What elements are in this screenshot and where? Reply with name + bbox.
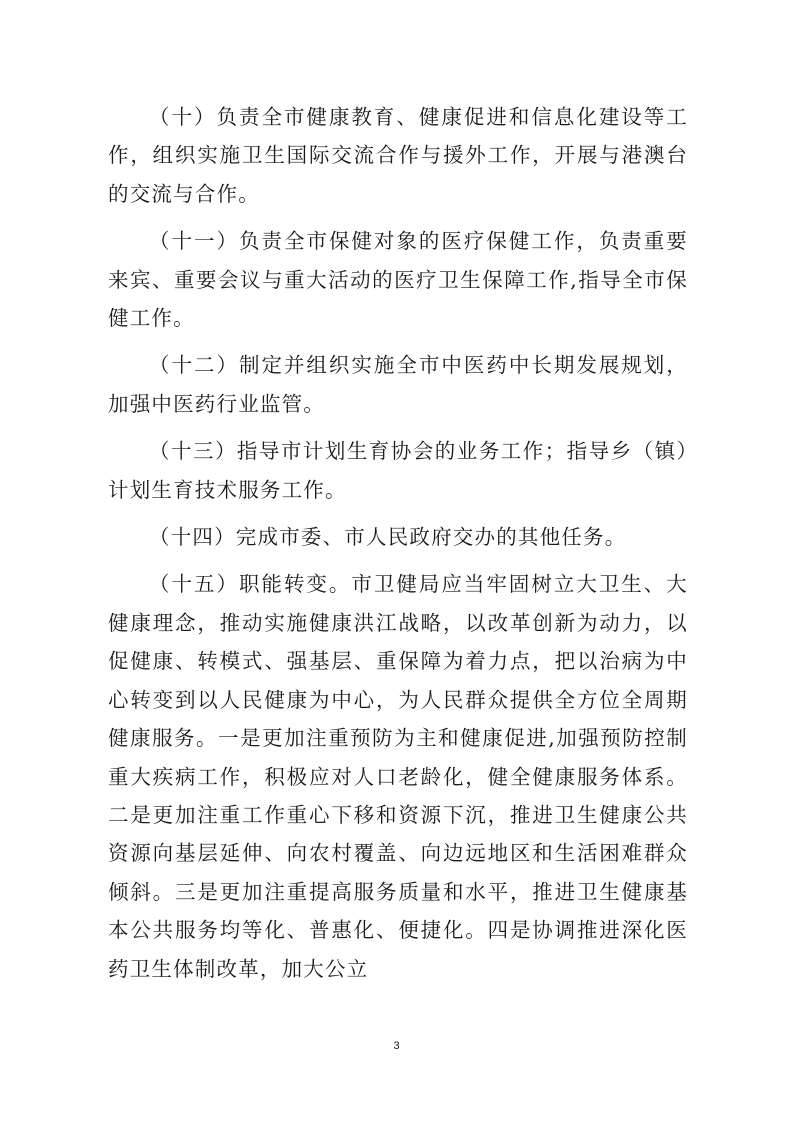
paragraph-item-12: （十二）制定并组织实施全市中医药中长期发展规划，加强中医药行业监管。 xyxy=(108,353,688,416)
paragraph-item-10: （十）负责全市健康教育、健康促进和信息化建设等工作，组织实施卫生国际交流合作与援外工作，开展与港澳台的交流与合作。 xyxy=(108,105,688,206)
body-text xyxy=(108,98,688,997)
page-number: 3 xyxy=(393,1040,400,1052)
paragraph-item-14: （十四）完成市委、市人民政府交办的其他任务。 xyxy=(149,525,627,550)
paragraph-item-11: （十一）负责全市保健对象的医疗保健工作，负责重要来宾、重要会议与重大活动的医疗卫生保障工作,指导全市保健工作。 xyxy=(108,229,688,331)
paragraph-item-13: （十三）指导市计划生育协会的业务工作；指导乡（镇）计划生育技术服务工作。 xyxy=(108,439,688,502)
paragraph-item-15: （十五）职能转变。市卫健局应当牢固树立大卫生、大健康理念，推动实施健康洪江战略，以改革创新为动力，以促健康、转模式、强基层、重保障为着力点，把以治病为中心转变到以人民健康为中心，为人民群众提供全方位全周期健康服务。一是更加注重预防为主和健康促进,加强预防控制重大疾病工作，积极应对人口老龄化，健全健康服务体系。二是更加注重工作重心下移和资源下沉，推进卫生健康公共资源向基层延伸、向农村覆盖、向边远地区和生活困难群众倾斜。三是更加注重提高服务质量和水平，推进卫生健康基本公共服务均等化、普惠化、便捷化。四是协调推进深化医药卫生体制改革，加大公立 xyxy=(108,572,688,981)
